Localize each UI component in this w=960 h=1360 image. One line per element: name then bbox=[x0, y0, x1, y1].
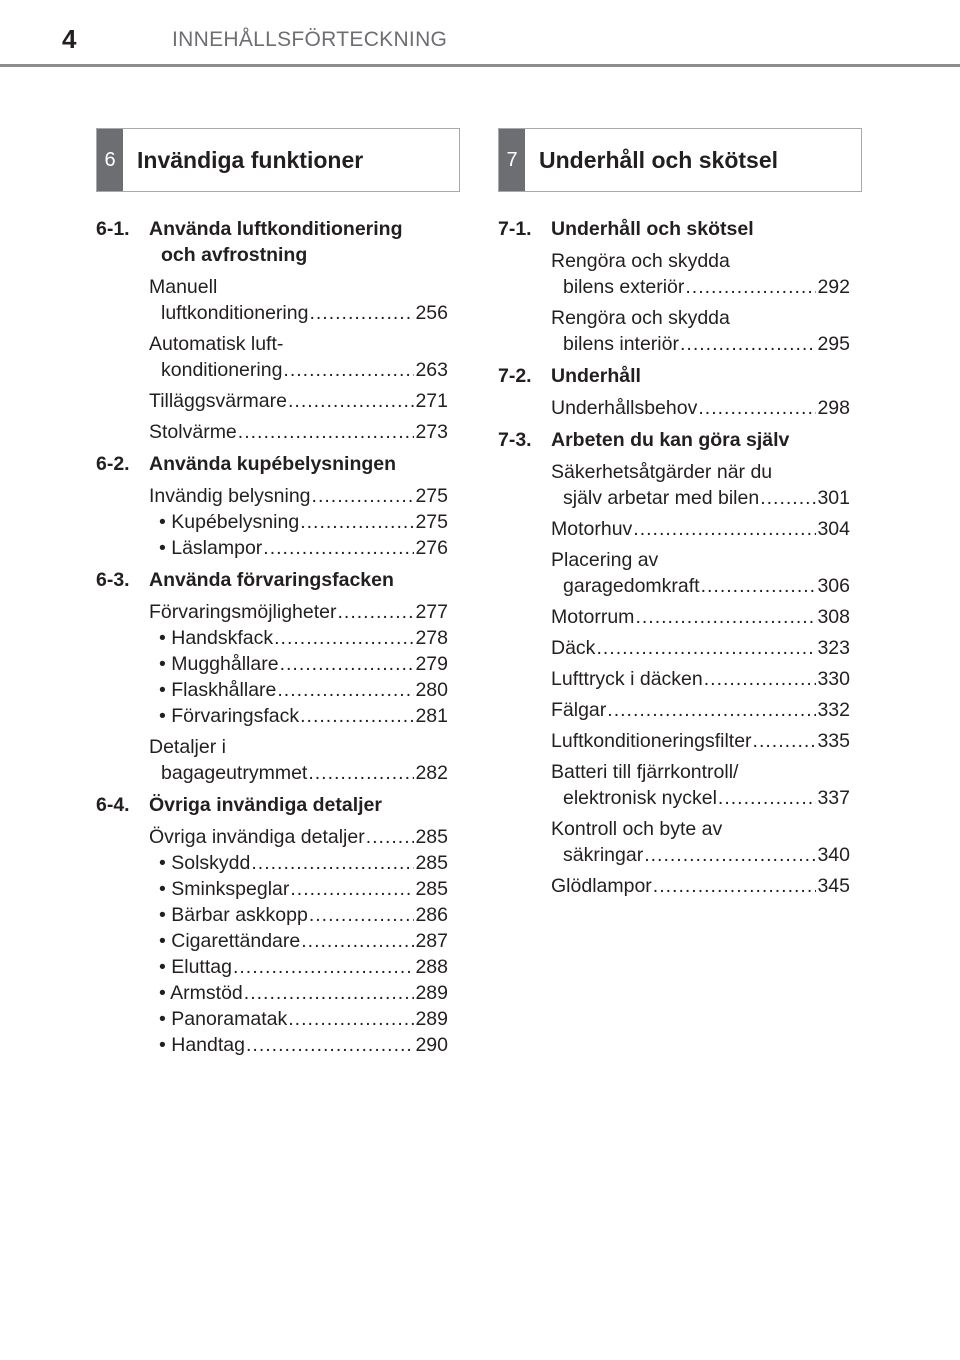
toc-section-7-3 bbox=[498, 427, 850, 899]
toc-entry[interactable]: Manuell luftkonditionering ..... 256 bbox=[149, 274, 448, 326]
toc-entry[interactable]: Förvaringsmöjligheter ..... 277 • Handskfack ..... 278 • Mugghållare ..... 279 • Flaskhållare ..... 280 • Förvaringsfack ..... 281 bbox=[149, 599, 448, 729]
toc-subentry[interactable]: • Handskfack ..... 278 bbox=[149, 625, 448, 651]
page-number: 4 bbox=[62, 24, 77, 54]
page-ref: 286 bbox=[415, 904, 448, 926]
page-ref: 279 bbox=[415, 653, 448, 675]
toc-subentry[interactable]: • Panoramatak ..... 289 bbox=[149, 1006, 448, 1032]
section-heading[interactable] bbox=[96, 567, 448, 593]
page-ref: 273 bbox=[415, 421, 448, 443]
page-ref: 280 bbox=[415, 679, 448, 701]
page-ref: 275 bbox=[415, 485, 448, 507]
page-ref: 292 bbox=[817, 276, 850, 298]
chapter-7-column bbox=[498, 128, 862, 905]
section-number: 6-2. bbox=[96, 453, 130, 475]
toc-list bbox=[96, 216, 448, 1058]
toc-subentry[interactable]: • Flaskhållare ..... 280 bbox=[149, 677, 448, 703]
page-ref: 282 bbox=[415, 762, 448, 784]
toc-entry[interactable]: Rengöra och skydda bilens exteriör ..... 292 bbox=[551, 248, 850, 300]
toc-entry[interactable]: Placering av garagedomkraft ..... 306 bbox=[551, 547, 850, 599]
toc-subentry[interactable]: • Armstöd ..... 289 bbox=[149, 980, 448, 1006]
page-ref: 332 bbox=[817, 699, 850, 721]
page-ref: 301 bbox=[817, 487, 850, 509]
page-ref: 263 bbox=[415, 359, 448, 381]
section-heading[interactable] bbox=[498, 216, 850, 242]
section-heading[interactable] bbox=[96, 792, 448, 818]
toc-entry[interactable]: Övriga invändiga detaljer ..... 285 • Solskydd ..... 285 • Sminkspeglar ..... 285 • Bärbar askkopp ..... 286 • Cigarettändare ..... 287 • Eluttag ..... 288 • Armstöd ..... 289 • Panoramatak ..... 289 • Handtag ..... 290 bbox=[149, 824, 448, 1058]
toc-subentry[interactable]: • Cigarettändare ..... 287 bbox=[149, 928, 448, 954]
page-ref: 289 bbox=[415, 982, 448, 1004]
page-header bbox=[0, 0, 960, 66]
toc-subentry[interactable]: • Läslampor ..... 276 bbox=[149, 535, 448, 561]
section-heading[interactable] bbox=[498, 427, 850, 453]
section-title: Använda kupébelysningen bbox=[149, 453, 397, 475]
toc-entry[interactable]: Invändig belysning ..... 275 • Kupébelysning ..... 275 • Läslampor ..... 276 bbox=[149, 483, 448, 561]
toc-entry[interactable]: Motorrum ..... 308 bbox=[551, 604, 850, 630]
page-ref: 304 bbox=[817, 518, 850, 540]
toc-section-6-4 bbox=[96, 792, 448, 1058]
toc-entry[interactable]: Glödlampor ..... 345 bbox=[551, 873, 850, 899]
page-ref: 335 bbox=[817, 730, 850, 752]
page-ref: 285 bbox=[415, 826, 448, 848]
toc-entry[interactable]: Rengöra och skydda bilens interiör ..... 295 bbox=[551, 305, 850, 357]
page-ref: 306 bbox=[817, 575, 850, 597]
toc-entry[interactable]: Säkerhetsåtgärder när du själv arbetar med bilen ..... 301 bbox=[551, 459, 850, 511]
toc-subentry[interactable]: • Handtag ..... 290 bbox=[149, 1032, 448, 1058]
section-heading[interactable] bbox=[96, 451, 448, 477]
toc-entry[interactable]: Detaljer i bagageutrymmet ..... 282 bbox=[149, 734, 448, 786]
section-heading[interactable] bbox=[96, 216, 448, 268]
section-number: 6-4. bbox=[96, 794, 130, 816]
header-divider bbox=[0, 64, 960, 67]
toc-list bbox=[498, 216, 850, 899]
toc-subentry[interactable]: • Mugghållare ..... 279 bbox=[149, 651, 448, 677]
section-title: Arbeten du kan göra själv bbox=[551, 429, 790, 451]
toc-entry[interactable]: Däck ..... 323 bbox=[551, 635, 850, 661]
toc-subentry[interactable]: • Bärbar askkopp ..... 286 bbox=[149, 902, 448, 928]
page-ref: 287 bbox=[415, 930, 448, 952]
toc-section-6-3 bbox=[96, 567, 448, 786]
toc-section-6-2 bbox=[96, 451, 448, 561]
page-ref: 285 bbox=[415, 878, 448, 900]
toc-entry[interactable]: Underhållsbehov ..... 298 bbox=[551, 395, 850, 421]
page-ref: 345 bbox=[817, 875, 850, 897]
running-title: INNEHÅLLSFÖRTECKNING bbox=[172, 28, 448, 51]
chapter-6-column bbox=[96, 128, 460, 1064]
toc-entry[interactable]: Fälgar ..... 332 bbox=[551, 697, 850, 723]
page-ref: 256 bbox=[415, 302, 448, 324]
section-title: Underhåll och skötsel bbox=[551, 218, 754, 240]
section-heading[interactable] bbox=[498, 363, 850, 389]
toc-entry[interactable]: Kontroll och byte av säkringar ..... 340 bbox=[551, 816, 850, 868]
page-ref: 295 bbox=[817, 333, 850, 355]
toc-section-6-1 bbox=[96, 216, 448, 445]
toc-subentry[interactable]: • Kupébelysning ..... 275 bbox=[149, 509, 448, 535]
page-ref: 271 bbox=[415, 390, 448, 412]
section-title: Underhåll bbox=[551, 365, 641, 387]
toc-entry[interactable]: Automatisk luft- konditionering ..... 263 bbox=[149, 331, 448, 383]
toc-section-7-1 bbox=[498, 216, 850, 357]
chapter-number-tab: 6 bbox=[97, 129, 123, 191]
page-ref: 285 bbox=[415, 852, 448, 874]
page-ref: 276 bbox=[415, 537, 448, 559]
section-number: 7-2. bbox=[498, 365, 532, 387]
page-ref: 323 bbox=[817, 637, 850, 659]
toc-subentry[interactable]: • Förvaringsfack ..... 281 bbox=[149, 703, 448, 729]
toc-subentry[interactable]: • Sminkspeglar ..... 285 bbox=[149, 876, 448, 902]
chapter-title: Invändiga funktioner bbox=[137, 146, 364, 173]
section-number: 7-1. bbox=[498, 218, 532, 240]
page-ref: 275 bbox=[415, 511, 448, 533]
page-ref: 298 bbox=[817, 397, 850, 419]
toc-entry[interactable]: Batteri till fjärrkontroll/ elektronisk nyckel ..... 337 bbox=[551, 759, 850, 811]
page-ref: 340 bbox=[817, 844, 850, 866]
toc-entry[interactable]: Stolvärme ..... 273 bbox=[149, 419, 448, 445]
chapter-7-header[interactable] bbox=[498, 128, 862, 192]
page-ref: 289 bbox=[415, 1008, 448, 1030]
chapter-title: Underhåll och skötsel bbox=[539, 146, 779, 173]
page-ref: 330 bbox=[817, 668, 850, 690]
page-ref: 281 bbox=[415, 705, 448, 727]
toc-subentry[interactable]: • Eluttag ..... 288 bbox=[149, 954, 448, 980]
toc-entry[interactable]: Motorhuv ..... 304 bbox=[551, 516, 850, 542]
toc-subentry[interactable]: • Solskydd ..... 285 bbox=[149, 850, 448, 876]
toc-entry[interactable]: Lufttryck i däcken ..... 330 bbox=[551, 666, 850, 692]
page-ref: 277 bbox=[415, 601, 448, 623]
section-title: Använda luftkonditionering och avfrostning bbox=[149, 218, 403, 266]
section-title: Använda förvaringsfacken bbox=[149, 569, 394, 591]
chapter-number-tab: 7 bbox=[499, 129, 525, 191]
section-number: 7-3. bbox=[498, 429, 532, 451]
page-ref: 308 bbox=[817, 606, 850, 628]
page-ref: 337 bbox=[817, 787, 850, 809]
page-ref: 290 bbox=[415, 1034, 448, 1056]
toc-section-7-2 bbox=[498, 363, 850, 421]
section-number: 6-3. bbox=[96, 569, 130, 591]
toc-entry[interactable]: Luftkonditioneringsfilter ..... 335 bbox=[551, 728, 850, 754]
section-number: 6-1. bbox=[96, 218, 130, 240]
chapter-6-header[interactable] bbox=[96, 128, 460, 192]
section-title: Övriga invändiga detaljer bbox=[149, 794, 382, 816]
page-ref: 278 bbox=[415, 627, 448, 649]
toc-entry[interactable]: Tilläggsvärmare ..... 271 bbox=[149, 388, 448, 414]
page-ref: 288 bbox=[415, 956, 448, 978]
